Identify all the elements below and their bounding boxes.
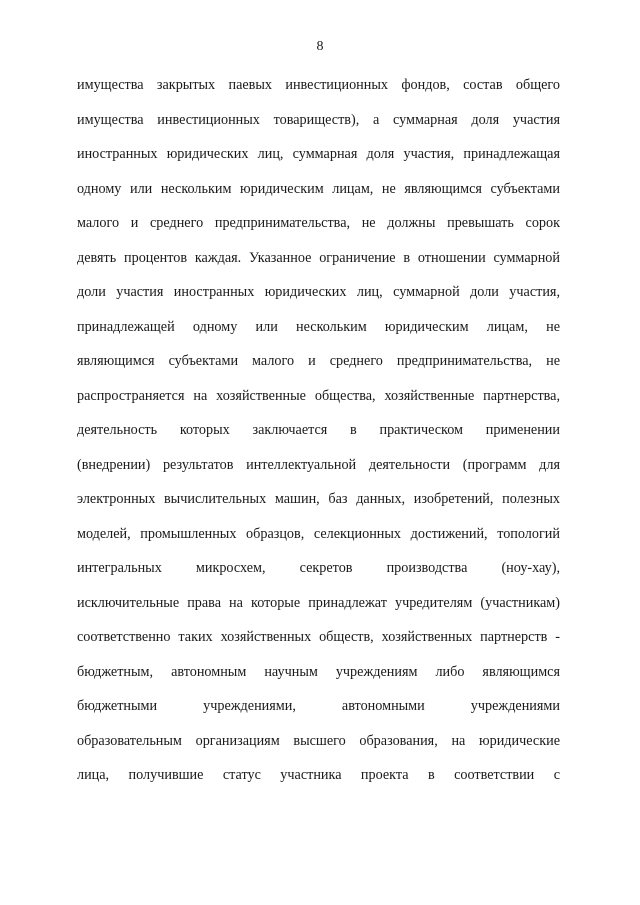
document-body (77, 74, 560, 799)
body-line: являющимся субъектами малого и среднего предпринимательства, не (77, 353, 560, 369)
body-line: моделей, промышленных образцов, селекционных достижений, топологий (77, 525, 560, 542)
body-line: лица, получившие статус участника проекта в соответствии с (77, 767, 560, 783)
body-line: принадлежащей одному или нескольким юридическим лицам, не (77, 318, 560, 335)
body-line: бюджетными учреждениями, автономными учреждениями (77, 698, 560, 714)
body-line: исключительные права на которые принадлежат учредителям (участникам) (77, 594, 560, 611)
body-line: интегральных микросхем, секретов производства (ноу-хау), (77, 560, 560, 576)
body-line: имущества инвестиционных товариществ), а суммарная доля участия (77, 111, 560, 128)
page-number: 8 (316, 39, 324, 54)
body-line: соответственно таких хозяйственных обществ, хозяйственных партнерств - (77, 629, 560, 645)
body-line: образовательным организациям высшего образования, на юридические (77, 732, 560, 749)
body-line: одному или нескольким юридическим лицам, не являющимся субъектами (77, 180, 560, 197)
body-line: иностранных юридических лиц, суммарная доля участия, принадлежащая (77, 146, 560, 162)
body-line: доли участия иностранных юридических лиц, суммарной доли участия, (77, 284, 560, 300)
body-line: деятельность которых заключается в практическом применении (77, 422, 560, 438)
body-line: электронных вычислительных машин, баз данных, изобретений, полезных (77, 491, 560, 507)
body-line: (внедрении) результатов интеллектуальной деятельности (программ для (77, 456, 560, 473)
body-line: девять процентов каждая. Указанное ограничение в отношении суммарной (77, 249, 560, 266)
body-line: распространяется на хозяйственные общества, хозяйственные партнерства, (77, 387, 560, 404)
body-line: имущества закрытых паевых инвестиционных фондов, состав общего (77, 77, 560, 93)
body-line: малого и среднего предпринимательства, не должны превышать сорок (77, 215, 560, 231)
body-line: бюджетным, автономным научным учреждениям либо являющимся (77, 663, 560, 680)
